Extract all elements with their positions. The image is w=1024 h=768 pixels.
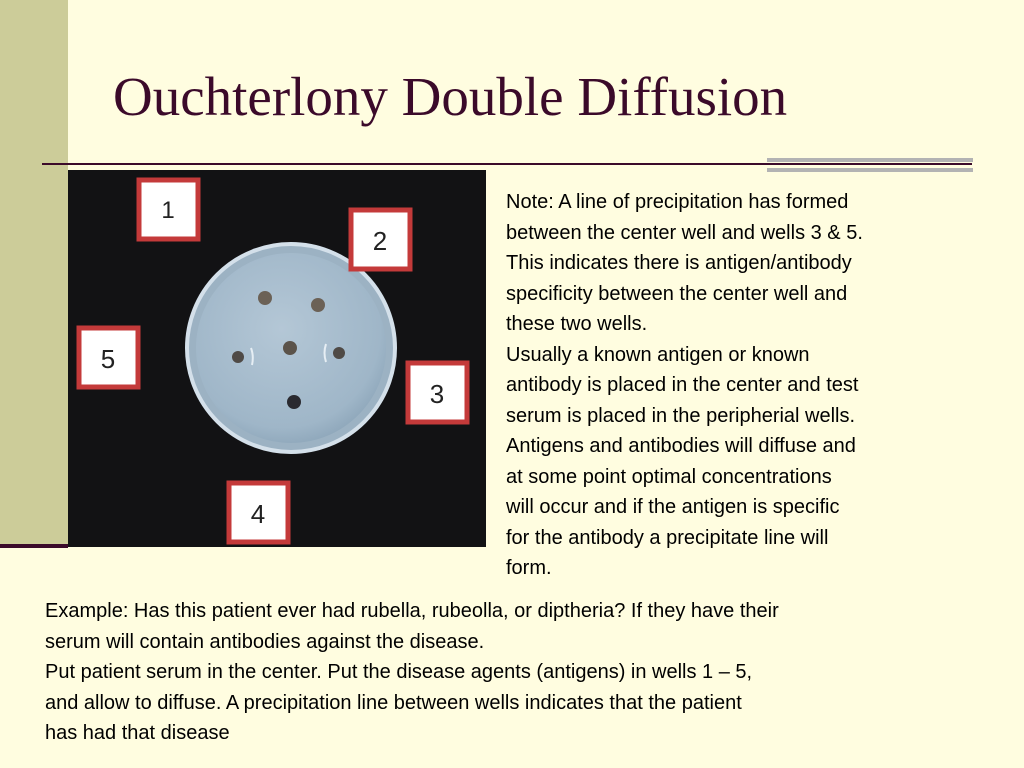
note-line: Note: A line of precipitation has formed xyxy=(506,191,849,213)
well-label-1: 1 xyxy=(161,197,175,224)
title-rule-accent-top xyxy=(767,158,973,162)
well-4 xyxy=(287,395,301,409)
note-line: antibody is placed in the center and test xyxy=(506,374,859,396)
well-label-4: 4 xyxy=(250,499,266,529)
title-rule xyxy=(42,163,972,165)
note-text-block xyxy=(506,187,976,584)
side-bar-underline xyxy=(0,544,68,548)
note-line: serum is placed in the peripherial wells. xyxy=(506,404,856,427)
well-label-5: 5 xyxy=(100,344,116,374)
note-line: at some point optimal concentrations xyxy=(506,465,832,488)
note-line: will occur and if the antigen is specific xyxy=(506,496,840,518)
example-text-block xyxy=(45,596,1005,749)
well-3 xyxy=(333,347,345,359)
title-rule-accent-bottom xyxy=(767,168,973,172)
example-line: and allow to diffuse. A precipitation line between wells indicates that the patient xyxy=(45,691,742,714)
note-line: these two wells. xyxy=(506,313,648,335)
well-1 xyxy=(258,291,272,305)
note-line: Antigens and antibodies will diffuse and xyxy=(506,435,856,457)
well-5 xyxy=(232,351,244,363)
well-label-2: 2 xyxy=(372,226,388,256)
example-line: serum will contain antibodies against the disease. xyxy=(45,630,485,653)
note-line: This indicates there is antigen/antibody xyxy=(506,252,852,274)
petri-dish-photo xyxy=(68,170,486,547)
example-line: Put patient serum in the center. Put the disease agents (antigens) in wells 1 – 5, xyxy=(45,661,753,683)
well-2 xyxy=(311,298,325,312)
well-label-3: 3 xyxy=(429,379,445,409)
center-well xyxy=(283,341,297,355)
example-line: has had that disease xyxy=(45,722,230,744)
side-bar xyxy=(0,0,68,545)
slide-title: Ouchterlony Double Diffusion xyxy=(113,66,788,127)
note-line: form. xyxy=(506,557,552,579)
note-line: between the center well and wells 3 & 5. xyxy=(506,221,863,244)
example-line: Example: Has this patient ever had rubella, rubeolla, or diptheria? If they have their xyxy=(45,600,779,622)
note-line: for the antibody a precipitate line will xyxy=(506,526,829,549)
note-line: Usually a known antigen or known xyxy=(506,343,810,366)
note-line: specificity between the center well and xyxy=(506,282,848,305)
